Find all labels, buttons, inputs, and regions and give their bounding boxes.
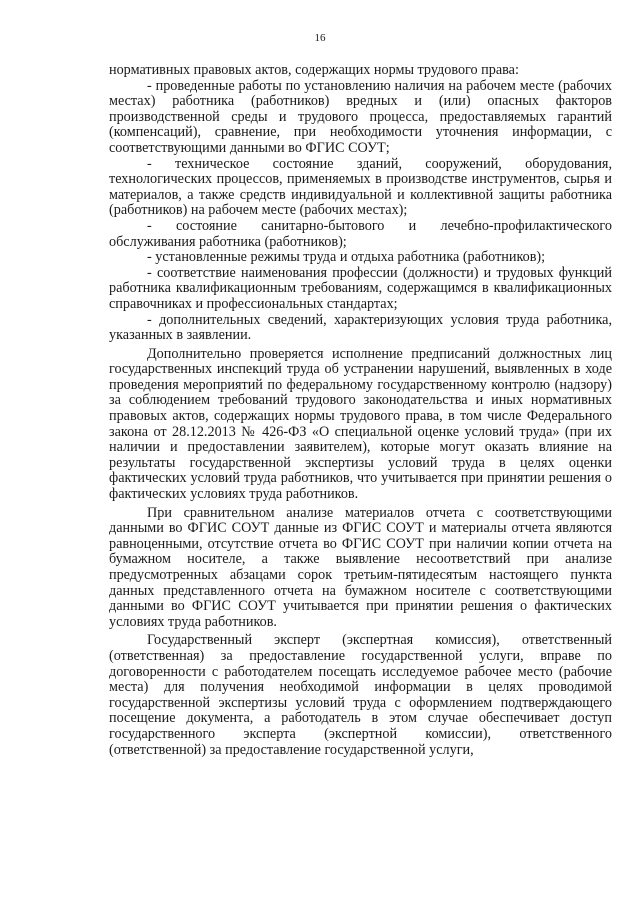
list-item-sanitary-state: - состояние санитарно-бытового и лечебно-профилактического обслуживания работника (работников); bbox=[109, 217, 612, 250]
paragraph-additional-check: Дополнительно проверяется исполнение предписаний должностных лиц государственных инспекций труда об устранении нарушений, выявленных в ходе проведения мероприятий по федеральному государственному контролю (надзору) за соблюдением требований трудового законодательства и иных нормативных правовых актов, содержащих нормы трудового права, в том числе Федерального закона от 28.12.2013 № 426-ФЗ «О специальной оценке условий труда» (при их наличии и предоставлении заявителем), которые могут оказать влияние на результаты государственной экспертизы условий труда в целях оценки фактических условий труда работников, что учитывается при принятии решения о фактических условиях труда работников. bbox=[109, 345, 612, 503]
paragraph-comparative-analysis: При сравнительном анализе материалов отчета с соответствующими данными во ФГИС СОУТ данные из ФГИС СОУТ и материалы отчета являются равноценными, отсутствие отчета во ФГИС СОУТ при наличии копии отчета на бумажном носителе, а также выявление несоответствий при анализе предусмотренных абзацами сорок третьим-пятидесятым настоящего пункта данных представленного отчета на бумажном носителе с соответствующими данными во ФГИС СОУТ учитывается при принятии решения о фактических условиях труда работников. bbox=[109, 504, 612, 630]
list-item-work-conducted: - проведенные работы по установлению наличия на рабочем месте (рабочих местах) работника (работников) вредных и (или) опасных факторов производственной среды и трудового процесса, предоставляемых гарантий (компенсаций), сравнение, при необходимости уточнения информации, с соответствующими данными во ФГИС СОУТ; bbox=[109, 77, 612, 156]
list-item-work-rest-regimes: - установленные режимы труда и отдыха работника (работников); bbox=[147, 249, 546, 266]
list-item-additional-info: - дополнительных сведений, характеризующих условия труда работника, указанных в заявлении. bbox=[109, 311, 612, 344]
paragraph-continuation: нормативных правовых актов, содержащих нормы трудового права: bbox=[109, 62, 519, 78]
page-number: 16 bbox=[314, 32, 326, 44]
paragraph-state-expert: Государственный эксперт (экспертная комиссия), ответственный (ответственная) за предоставление государственной услуги, вправе по договоренности с работодателем посещать исследуемое рабочее место (рабочие места) для получения необходимой информации в целях проводимой государственной экспертизы условий труда с оформлением подтверждающего посещение документа, а работодатель в этом случае обеспечивает доступ государственного эксперта (экспертной комиссии), ответственного (ответственной) за предоставление государственной услуги, bbox=[109, 632, 612, 758]
document-body bbox=[109, 63, 612, 758]
list-item-profession-compliance: - соответствие наименования профессии (должности) и трудовых функций работника квалификационным требованиям, содержащимся в квалификационных справочниках и профессиональных стандартах; bbox=[109, 264, 612, 312]
list-item-technical-state: - техническое состояние зданий, сооружений, оборудования, технологических процессов, применяемых в производстве инструментов, сырья и материалов, а также средств индивидуальной и коллективной защиты работника (работников) на рабочем месте (рабочих местах); bbox=[109, 155, 612, 219]
